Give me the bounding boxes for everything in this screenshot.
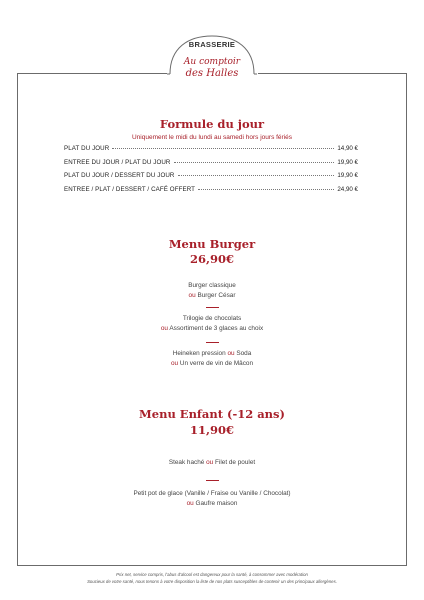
brasserie-logo (164, 30, 260, 90)
burger-group-main (17, 281, 407, 301)
kid-dessert-option-2: Gaufre maison (195, 500, 238, 507)
frame-top-border-left (17, 73, 167, 74)
burger-title: Menu Burger (168, 237, 256, 251)
burger-section (17, 237, 407, 266)
drink-option-3: Un verre de vin de Mâcon (179, 360, 254, 367)
separator (17, 307, 407, 308)
enfant-group-dessert (17, 489, 407, 509)
separator (17, 480, 407, 481)
drink-option-2: Soda (236, 350, 252, 357)
price-row-name: PLAT DU JOUR / DESSERT DU JOUR (64, 172, 175, 179)
enfant-section (17, 407, 407, 437)
price-row-price: 24,90 € (337, 185, 358, 193)
formule-price-list (64, 145, 358, 199)
footer-line-1: Prix net, service compris, l'abus d'alcool est dangereux pour la santé, à consommer avec modération (116, 572, 308, 577)
price-row-name: ENTREE / PLAT / DESSERT / CAFÉ OFFERT (64, 185, 196, 193)
dessert-option-1: Trilogie de chocolats (182, 315, 242, 322)
dessert-option-2: Assortiment de 3 glaces au choix (169, 325, 264, 332)
price-row-price: 14,90 € (337, 145, 358, 152)
enfant-price: 11,90€ (189, 423, 234, 437)
price-row (64, 186, 358, 200)
legal-footer (0, 572, 424, 585)
formule-subtitle: Uniquement le midi du lundi au samedi hors jours fériés (131, 134, 293, 141)
dot-leader (178, 175, 335, 176)
drink-option-1: Heineken pression (172, 350, 226, 357)
kid-option-2: Filet de poulet (215, 459, 256, 466)
burger-option-2: Burger César (197, 292, 236, 299)
or-word: ou (160, 325, 168, 332)
price-row (64, 159, 358, 173)
formule-title: Formule du jour (159, 117, 265, 131)
burger-group-dessert (17, 314, 407, 334)
price-row-price: 19,90 € (337, 158, 358, 166)
burger-group-drink (17, 349, 407, 369)
logo-top-text: BRASSERIE (188, 40, 236, 49)
burger-price: 26,90€ (189, 252, 234, 266)
price-row-name: PLAT DU JOUR (64, 145, 110, 152)
or-word: ou (186, 500, 194, 507)
or-word: ou (188, 292, 196, 299)
kid-dessert-option-1: Petit pot de glace (Vanille / Fraise ou Vanille / Chocolat) (133, 490, 291, 497)
price-row (64, 172, 358, 186)
price-row-price: 19,90 € (337, 172, 358, 179)
frame-top-border-right (258, 73, 407, 74)
dot-leader (112, 148, 334, 149)
price-row (64, 145, 358, 159)
dot-leader (198, 189, 334, 190)
formule-section (17, 117, 407, 141)
or-word: ou (206, 459, 214, 466)
separator (17, 342, 407, 343)
price-row-name: ENTREE DU JOUR / PLAT DU JOUR (64, 158, 171, 166)
enfant-title: Menu Enfant (-12 ans) (139, 407, 285, 421)
or-word: ou (227, 350, 235, 357)
logo-script-text-2: des Halles (185, 68, 239, 79)
footer-line-2: Soucieux de votre santé, nous tenons à votre disposition la liste de nos plats susceptibles de contenir un des principaux allergènes. (87, 578, 337, 584)
enfant-group-main (17, 458, 407, 468)
or-word: ou (170, 360, 179, 367)
logo-script-text-1: Au comptoir (183, 57, 241, 67)
dot-leader (174, 162, 335, 163)
burger-option-1: Burger classique (188, 282, 236, 289)
kid-option-1: Steak haché (168, 459, 205, 466)
